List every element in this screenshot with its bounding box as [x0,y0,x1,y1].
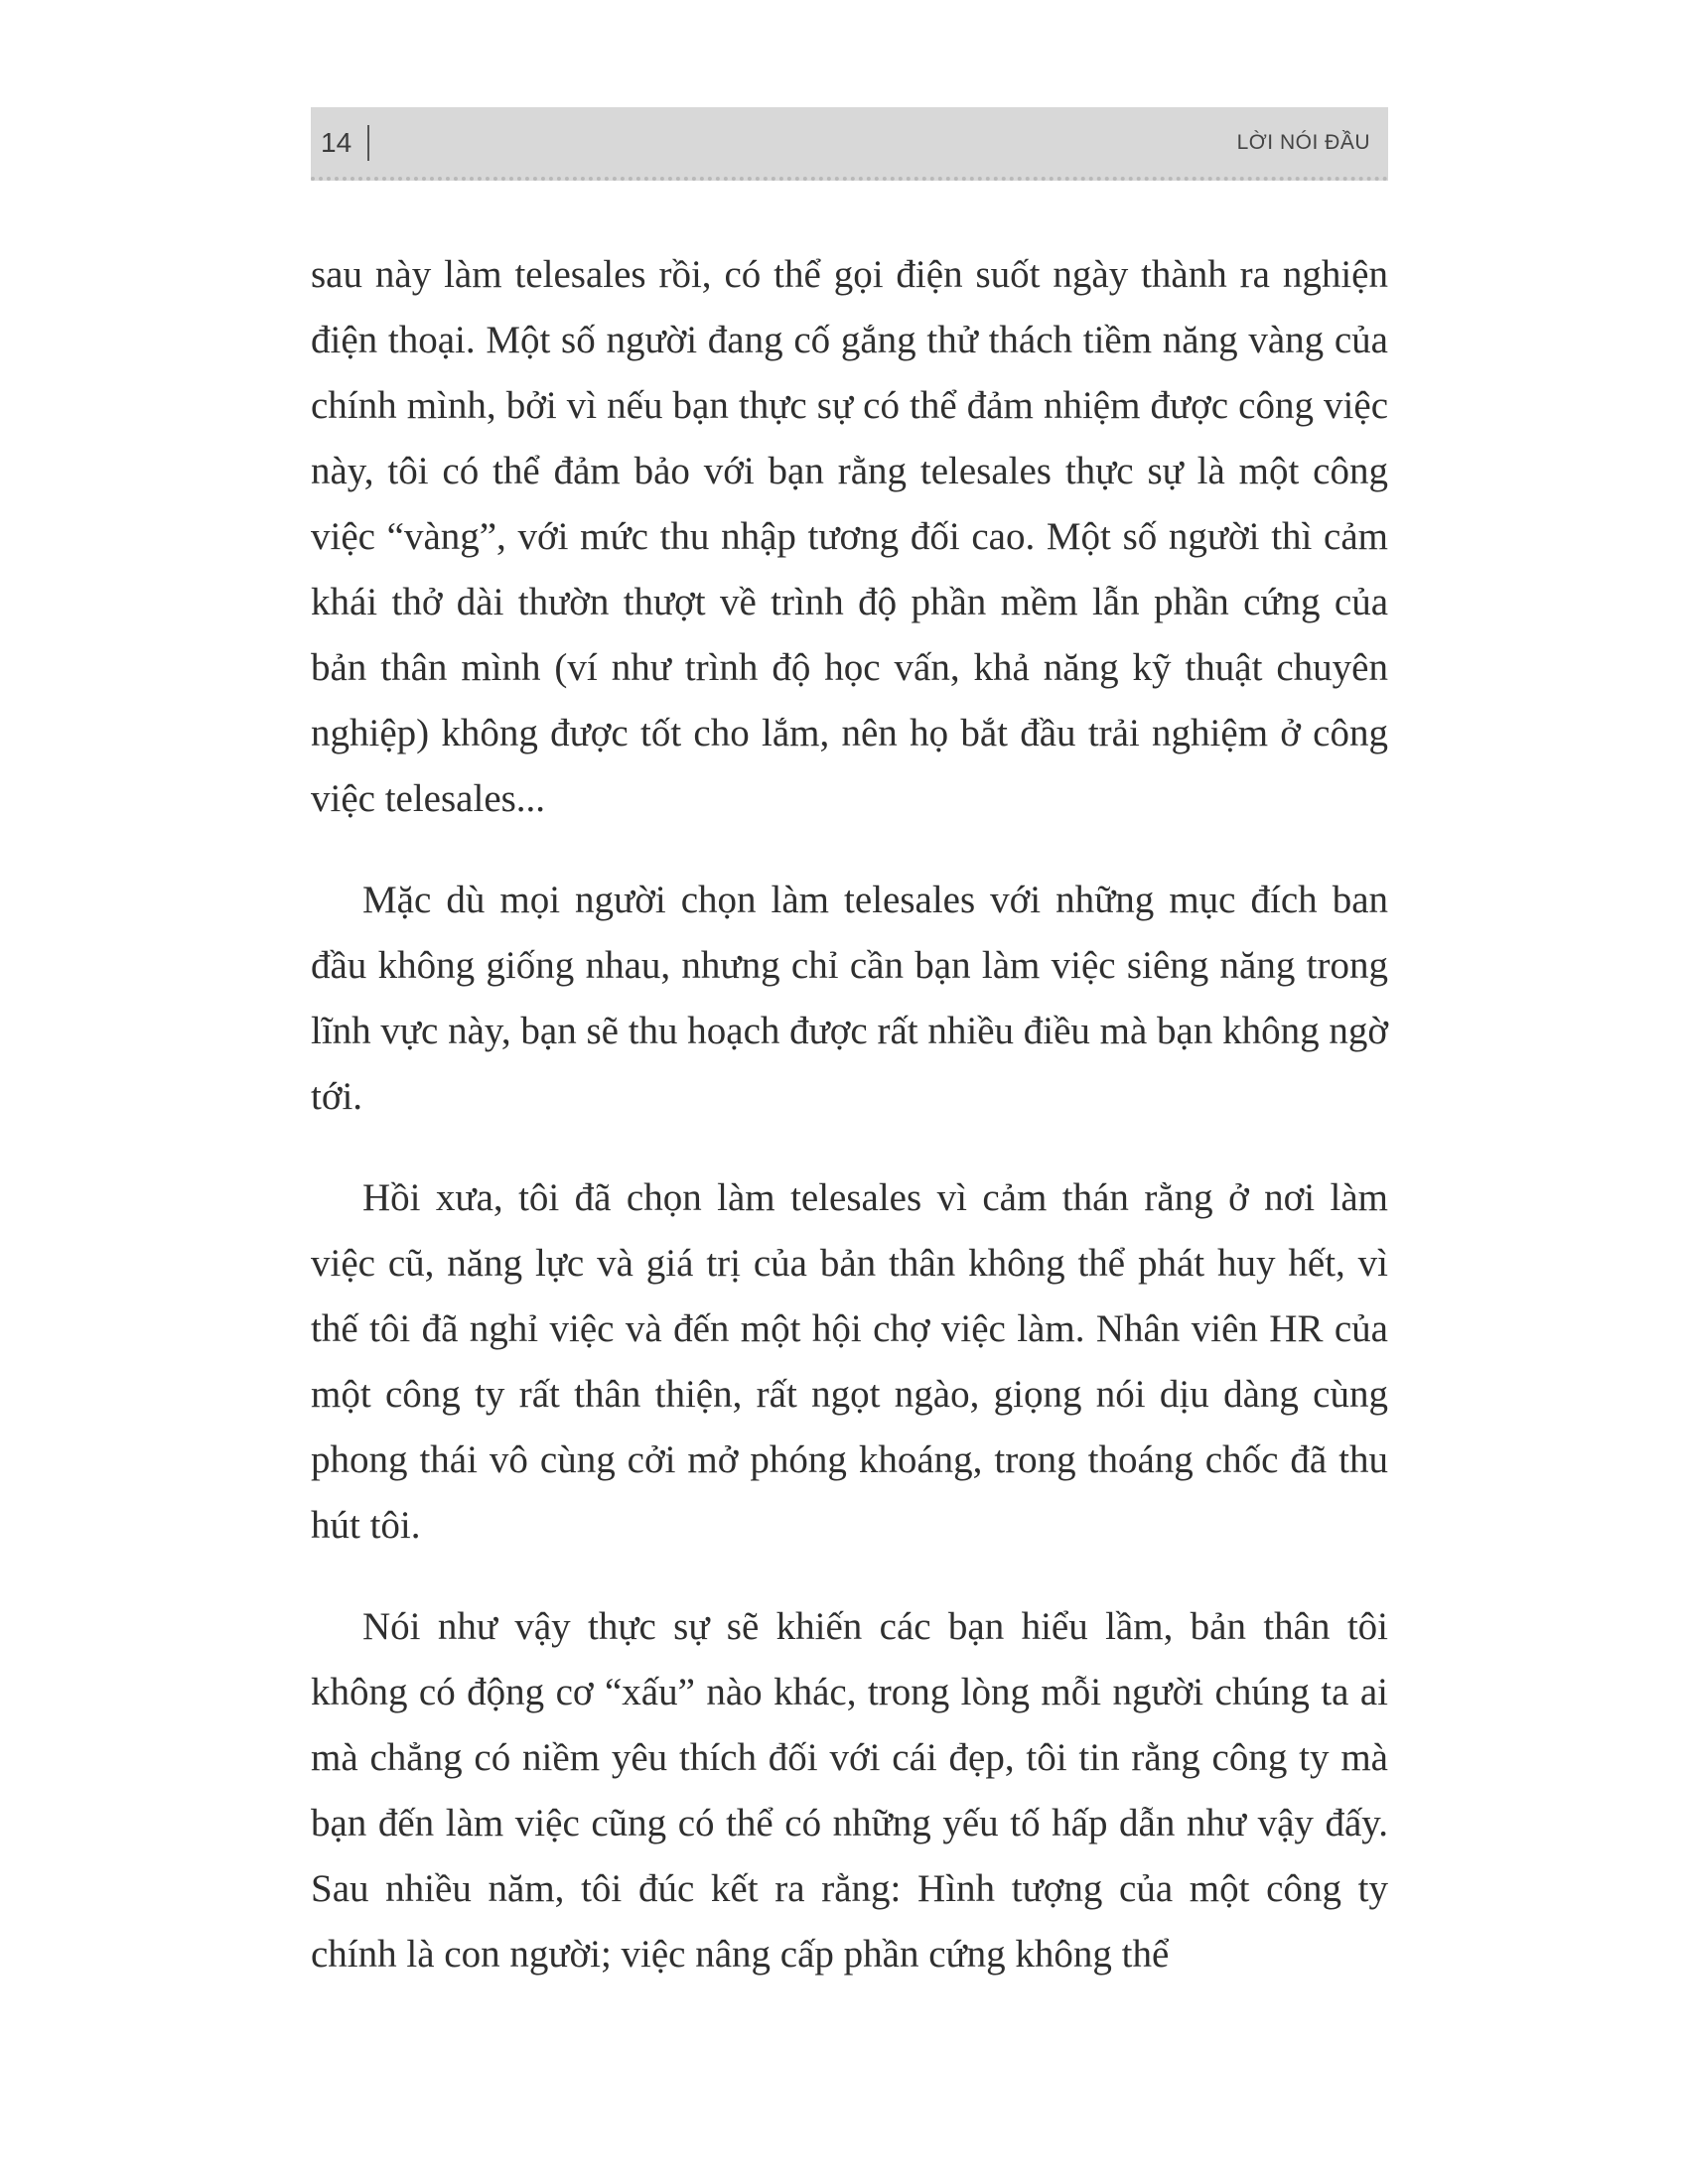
header-divider [367,125,369,161]
page-number: 14 [321,127,352,158]
paragraph-2: Mặc dù mọi người chọn làm telesales với những mục đích ban đầu không giống nhau, nhưng chỉ cần bạn làm việc siêng năng trong lĩnh vực này, bạn sẽ thu hoạch được rất nhiều điều mà bạn không ngờ tới. [311,879,1388,1118]
page-header [311,107,1388,181]
section-title: LỜI NÓI ĐẦU [1236,131,1370,154]
paragraph-4: Nói như vậy thực sự sẽ khiến các bạn hiểu lầm, bản thân tôi không có động cơ “xấu” nào khác, trong lòng mỗi người chúng ta ai mà chẳng có niềm yêu thích đối với cái đẹp, tôi tin rằng công ty mà bạn đến làm việc cũng có thể có những yếu tố hấp dẫn như vậy đấy. Sau nhiều năm, tôi đúc kết ra rằng: Hình tượng của một công ty chính là con người; việc nâng cấp phần cứng không thể [311,1605,1388,1976]
paragraph-1: sau này làm telesales rồi, có thể gọi điện suốt ngày thành ra nghiện điện thoại. Một số người đang cố gắng thử thách tiềm năng vàng của chính mình, bởi vì nếu bạn thực sự có thể đảm nhiệm được công việc này, tôi có thể đảm bảo với bạn rằng telesales thực sự là một công việc “vàng”, với mức thu nhập tương đối cao. Một số người thì cảm khái thở dài thườn thượt về trình độ phần mềm lẫn phần cứng của bản thân mình (ví như trình độ học vấn, khả năng kỹ thuật chuyên nghiệp) không được tốt cho lắm, nên họ bắt đầu trải nghiệm ở công việc telesales... [311,253,1388,820]
body-text [311,242,1388,1987]
paragraph-3: Hồi xưa, tôi đã chọn làm telesales vì cảm thán rằng ở nơi làm việc cũ, năng lực và giá trị của bản thân không thể phát huy hết, vì thế tôi đã nghỉ việc và đến một hội chợ việc làm. Nhân viên HR của một công ty rất thân thiện, rất ngọt ngào, giọng nói dịu dàng cùng phong thái vô cùng cởi mở phóng khoáng, trong thoáng chốc đã thu hút tôi. [311,1176,1388,1547]
